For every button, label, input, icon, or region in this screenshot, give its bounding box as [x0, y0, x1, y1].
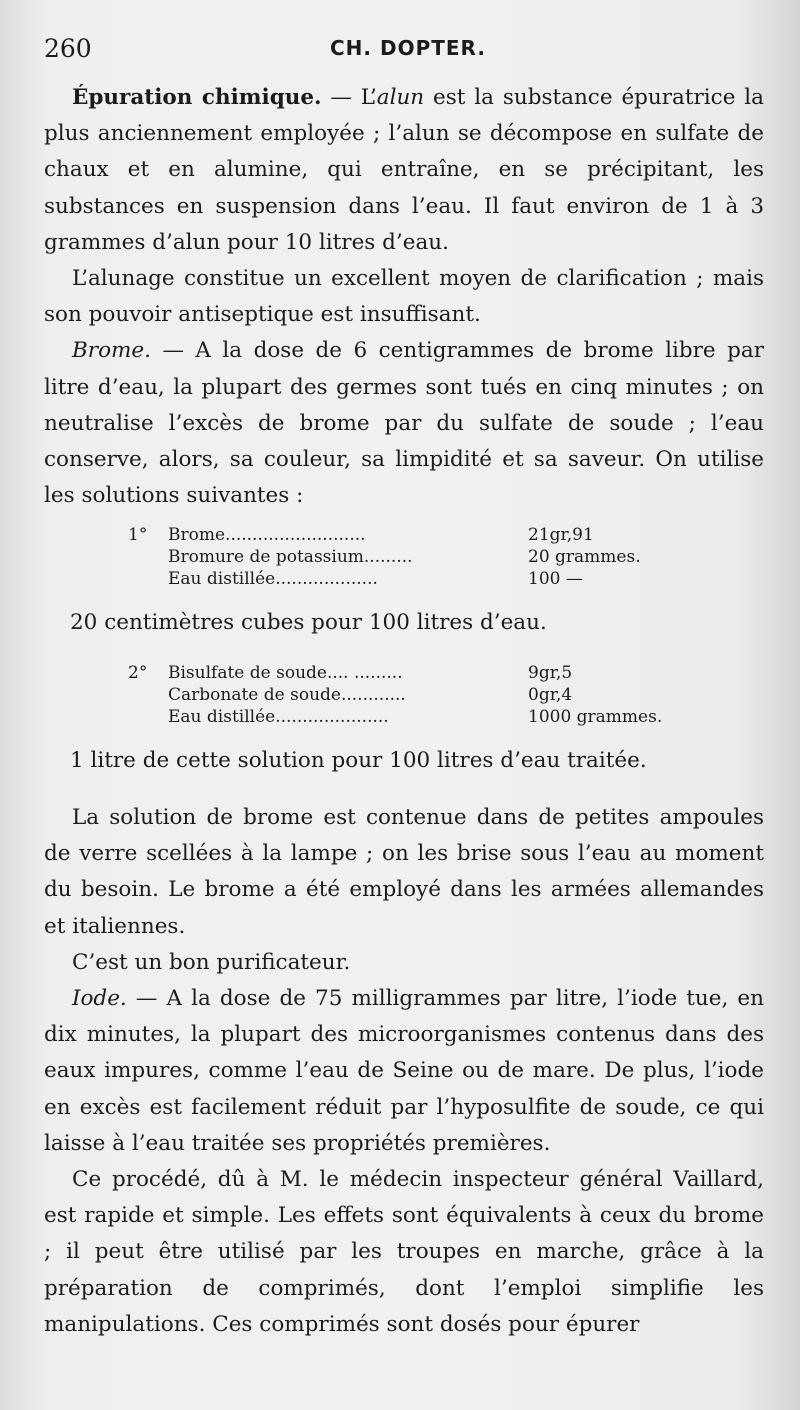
recipe-1	[128, 524, 728, 590]
dosage-note-1: 20 centimètres cubes pour 100 litres d’eau.	[70, 610, 547, 635]
recipe-2	[128, 662, 728, 728]
paragraph-epuration-chimique: Épuration chimique. — L’alun est la substance épuratrice la plus anciennement employée ; l’alun se décompose en sulfate de chaux et en alumine, qui entraîne, en se précipitant, les substances en suspension dans l’eau. Il faut environ de 1 à 3 grammes d’alun pour 10 litres d’eau.	[44, 85, 764, 255]
paragraph-brome: Brome. — A la dose de 6 centigrammes de brome libre par litre d’eau, la plupart des germes sont tués en cinq minutes ; on neutralise l’excès de brome par du sulfate de soude ; l’eau conserve, alors, sa couleur, sa limpidité et sa saveur. On utilise les solutions suivantes :	[44, 338, 764, 509]
ingredient-amount: 21gr,91	[528, 525, 594, 545]
ingredient-name: Brome..........................	[168, 525, 366, 545]
ingredient-amount: 1000 grammes.	[528, 707, 663, 727]
recipe-row	[128, 568, 728, 590]
ingredient-amount: 20 grammes.	[528, 547, 641, 567]
ingredient-amount: 9gr,5	[528, 663, 573, 683]
ingredient-name: Bisulfate de soude.... .........	[168, 663, 403, 683]
ingredient-name: Eau distillée...................	[168, 569, 378, 589]
section-heading-brome: Brome.	[72, 338, 151, 364]
running-head: CH. DOPTER.	[330, 36, 486, 60]
recipe-row	[128, 684, 728, 706]
ingredient-name: Carbonate de soude............	[168, 685, 406, 705]
recipe-row	[128, 546, 728, 568]
ingredient-name: Bromure de potassium.........	[168, 547, 413, 567]
recipe-row	[128, 706, 728, 728]
ingredient-name: Eau distillée.....................	[168, 707, 389, 727]
recipe-number: 2°	[128, 663, 148, 683]
ingredient-amount: 100 —	[528, 569, 583, 589]
section-heading-iode: Iode.	[72, 986, 127, 1012]
paragraph-alunage: L’alunage constitue un excellent moyen de clarification ; mais son pouvoir antiseptique est insuffisant.	[44, 266, 764, 328]
page-number: 260	[44, 34, 92, 63]
recipe-number: 1°	[128, 525, 148, 545]
recipe-row	[128, 662, 728, 684]
ingredient-amount: 0gr,4	[528, 685, 573, 705]
dosage-note-2: 1 litre de cette solution pour 100 litres d’eau traitée.	[70, 748, 647, 773]
text-block-iode	[44, 800, 764, 1343]
paragraph-solution-brome: La solution de brome est contenue dans de petites ampoules de verre scellées à la lampe ; on les brise sous l’eau au moment du besoin. Le brome a été employé dans les armées allemandes et italiennes.	[44, 805, 764, 939]
section-heading-epuration: Épuration chimique.	[72, 85, 322, 110]
page-header	[44, 34, 764, 66]
text-block-alun	[44, 80, 764, 514]
paragraph-vaillard: Ce procédé, dû à M. le médecin inspecteur général Vaillard, est rapide et simple. Les effets sont équivalents à ceux du brome ; il peut être utilisé par les troupes en marche, grâce à la préparation de comprimés, dont l’emploi simplifie les manipulations. Ces comprimés sont dosés pour épurer	[44, 1167, 764, 1337]
paragraph-iode: Iode. — A la dose de 75 milligrammes par litre, l’iode tue, en dix minutes, la plupart des microorganismes contenus dans des eaux impures, comme l’eau de Seine ou de mare. De plus, l’iode en excès est facilement réduit par l’hyposulfite de soude, ce qui laisse à l’eau traitée ses propriétés premières.	[44, 986, 764, 1156]
term-alun: alun	[376, 85, 425, 110]
paragraph-bon-purificateur: C’est un bon purificateur.	[72, 949, 351, 975]
recipe-row	[128, 524, 728, 546]
